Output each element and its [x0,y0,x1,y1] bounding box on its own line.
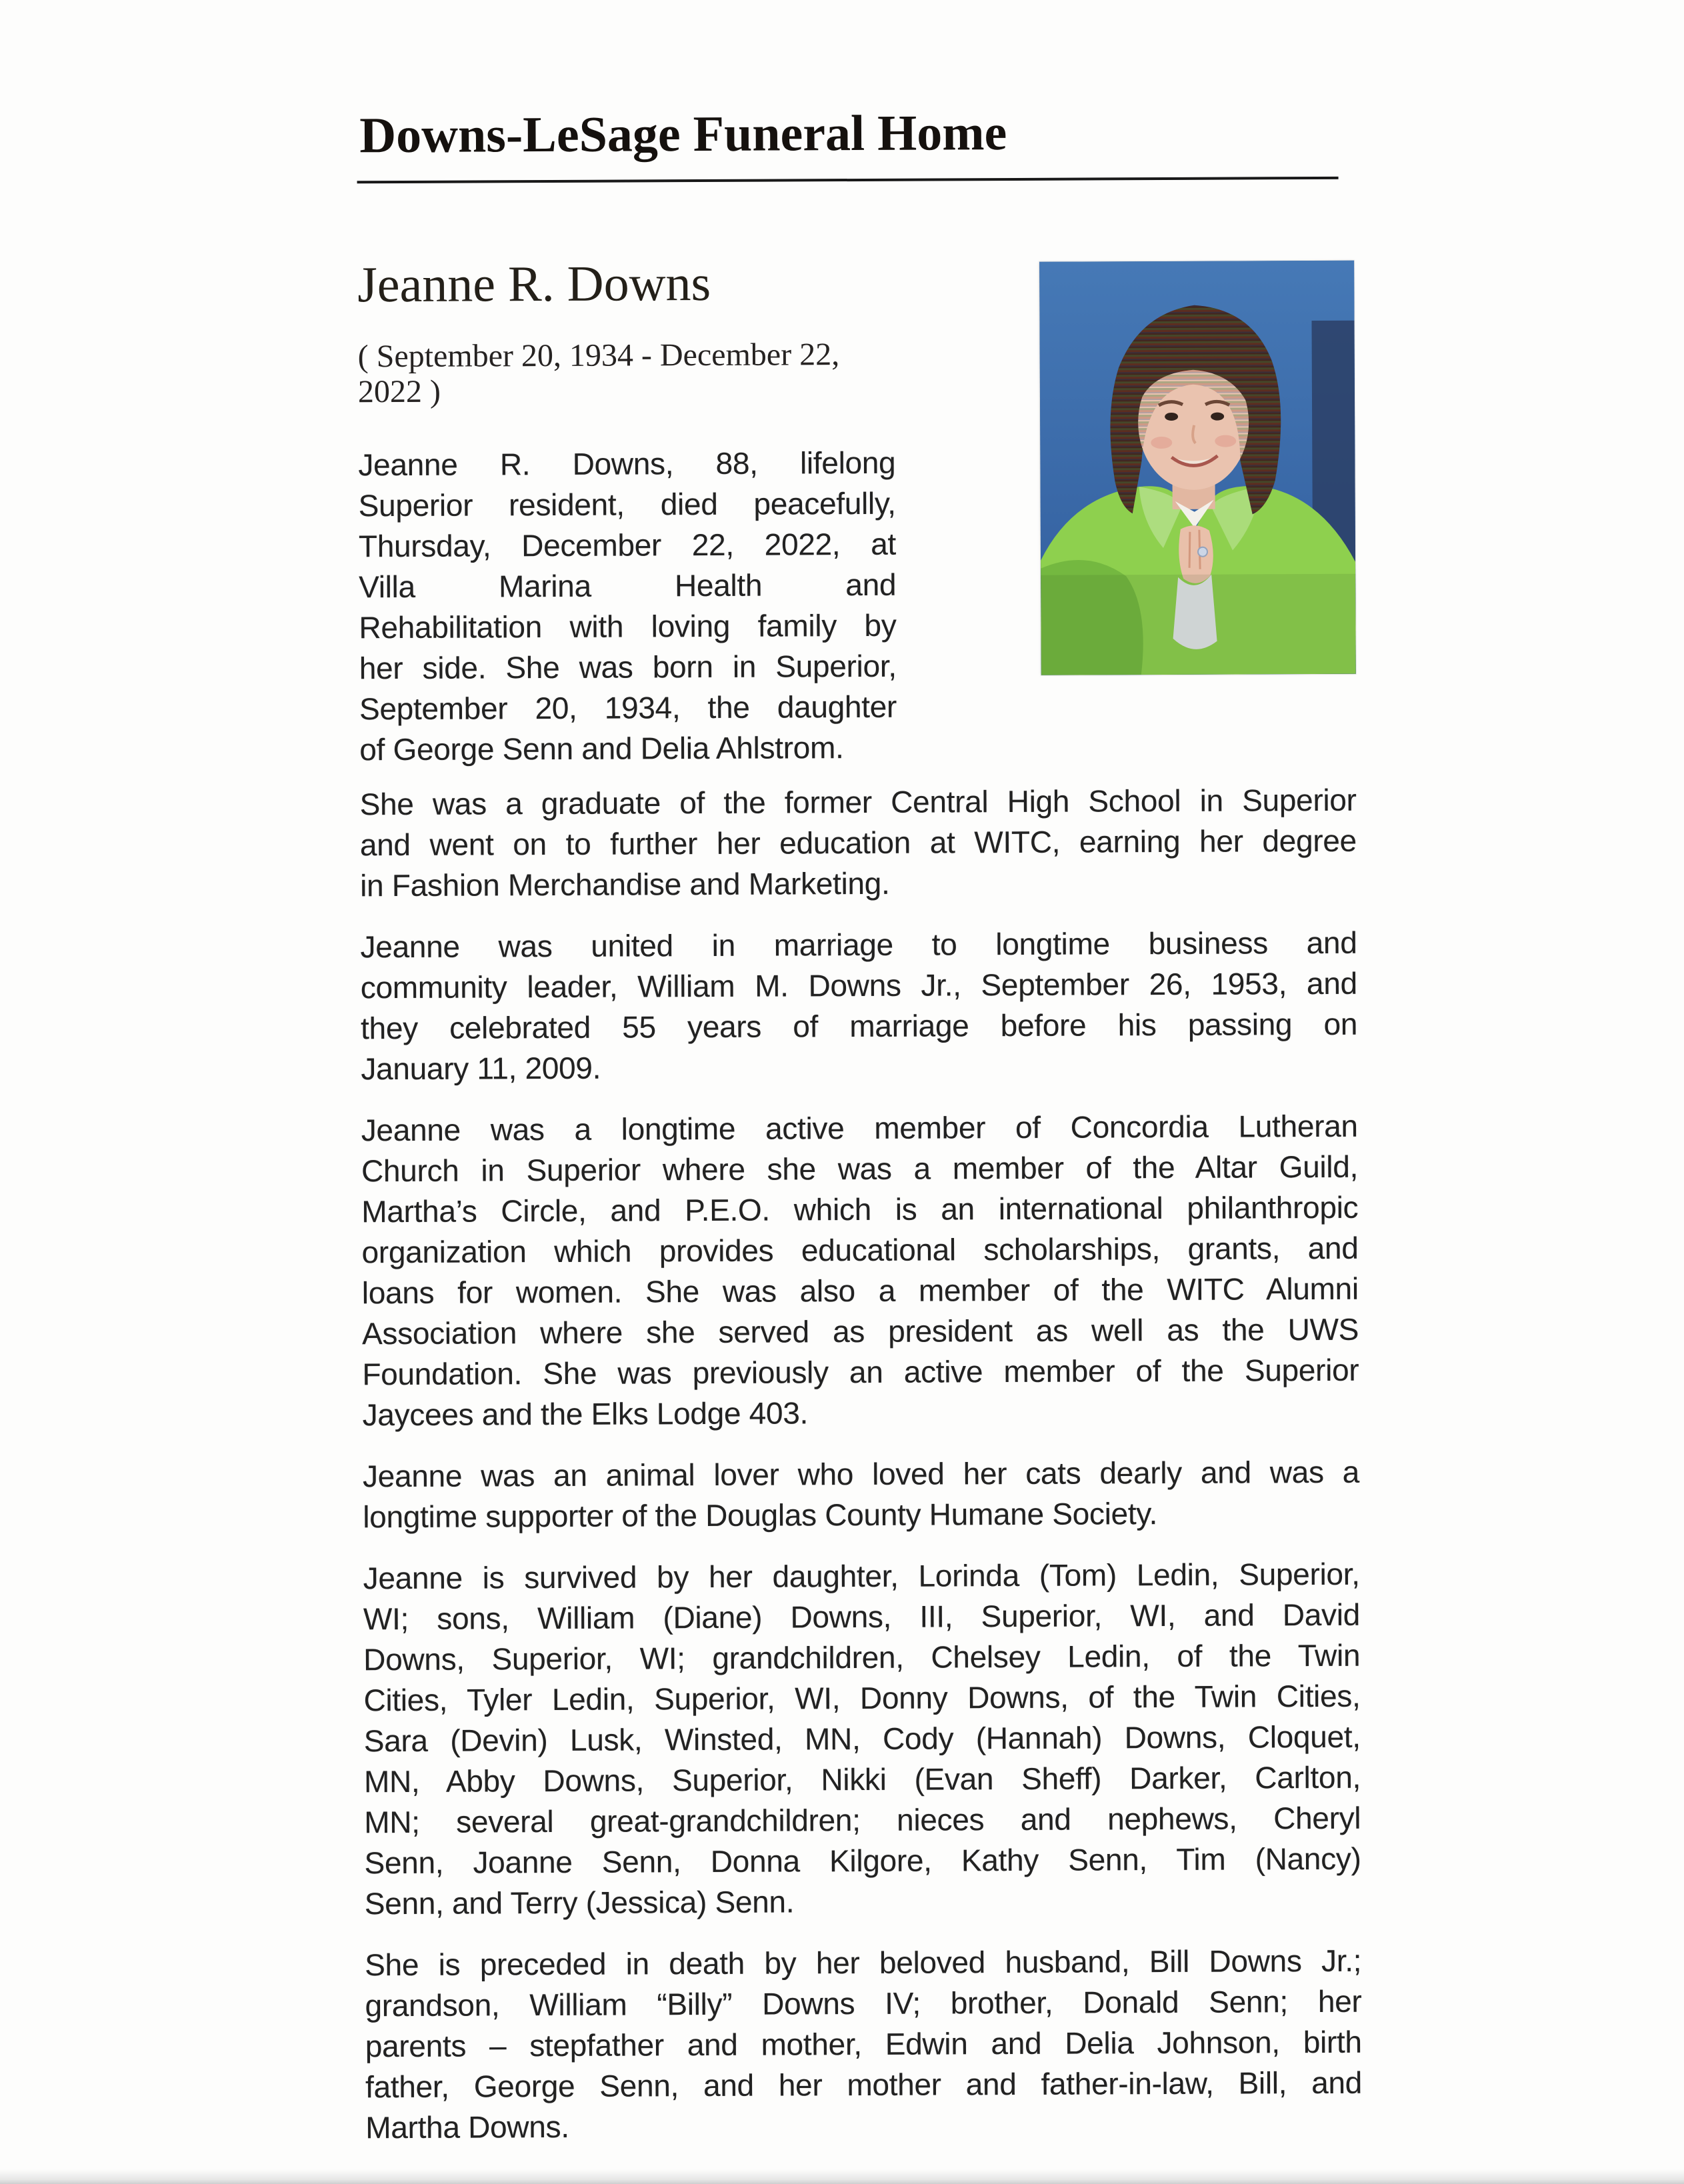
obituary-text-line: Jeanne is survived by her daughter, Lorinda (Tom) Ledin, Superior, [363,1556,1360,1595]
obituary-text-line: MN; several great-grandchildren; nieces and nephews, Cheryl [364,1800,1361,1839]
obituary-text-line: January 11, 2009. [361,1050,601,1086]
obituary-text-line: father, George Senn, and her mother and father-in-law, Bill, and [365,2065,1363,2104]
obituary-text-line: Rehabilitation with loving family by [359,607,897,645]
portrait-photo [1039,261,1356,675]
obituary-paragraph [358,442,897,770]
obituary-text-line: Cities, Tyler Ledin, Superior, WI, Donny Downs, of the Twin Cities, [363,1678,1361,1717]
obituary-text-line: loans for women. She was also a member of the WITC Alumni [361,1271,1359,1310]
obituary-text-line: WI; sons, William (Diane) Downs, III, Superior, WI, and David [363,1597,1361,1636]
obituary-text-line: Thursday, December 22, 2022, at [358,526,897,563]
right-cheek-blush [1215,435,1236,447]
obituary-text-line: She was a graduate of the former Central High School in Superior [359,782,1357,821]
obituary-text-line: Jeanne was a longtime active member of Concordia Lutheran [361,1108,1358,1147]
obituary-text-line: Downs, Superior, WI; grandchildren, Chelsey Ledin, of the Twin [363,1637,1361,1677]
obituary-text-line: her side. She was born in Superior, [359,648,897,685]
obituary-text-line: community leader, William M. Downs Jr., September 26, 1953, and [360,965,1357,1005]
obituary-text-line: they celebrated 55 years of marriage before his passing on [360,1006,1358,1045]
header-rule [357,177,1339,183]
intro-row [357,255,1356,770]
obituary-text-line: Martha’s Circle, and P.E.O. which is an international philanthropic [361,1189,1359,1229]
obituary-paragraph [361,1105,1359,1435]
photo-bottom-shading [1041,574,1356,675]
obituary-text-line: September 20, 1934, the daughter [359,689,897,726]
obituary-paragraph [360,922,1357,1089]
ring [1198,547,1207,557]
obituary-paragraph [365,1940,1362,2148]
deceased-name: Jeanne R. Downs [357,255,711,313]
left-cheek-blush [1151,437,1172,449]
funeral-home-title: Downs-LeSage Funeral Home [359,105,1007,164]
obituary-text-line: Superior resident, died peacefully, [358,485,896,523]
obituary-text-line: and went on to further her education at WITC, earning her degree [359,823,1357,862]
right-eye [1211,413,1224,421]
obituary-text-line: Senn, Joanne Senn, Donna Kilgore, Kathy Senn, Tim (Nancy) [364,1841,1361,1880]
intro-left-column [357,257,897,770]
life-dates: ( September 20, 1934 - December 22, 2022 ) [357,337,840,410]
obituary-paragraph [363,1553,1361,1924]
obituary-text-line: Jeanne was an animal lover who loved her cats dearly and was a [362,1454,1360,1493]
left-eye [1165,413,1178,421]
obituary-text-line: Senn, and Terry (Jessica) Senn. [364,1884,795,1921]
obituary-paragraph [363,1451,1360,1537]
obituary-text-line: Jaycees and the Elks Lodge 403. [362,1395,809,1432]
obituary-text-line: longtime supporter of the Douglas County Humane Society. [363,1495,1158,1534]
obituary-text-line: in Fashion Merchandise and Marketing. [360,865,890,903]
document-content [356,0,1362,2148]
obituary-text-line: organization which provides educational scholarships, grants, and [361,1230,1359,1269]
obituary-text-line: Association where she served as president as well as the UWS [361,1311,1359,1351]
obituary-text-line: grandson, William “Billy” Downs IV; brother, Donald Senn; her [365,1983,1362,2023]
obituary-text-line: Jeanne was united in marriage to longtime business and [360,925,1357,964]
obituary-text-line: She is preceded in death by her beloved husband, Bill Downs Jr.; [365,1943,1362,1982]
obituary-text-line: Martha Downs. [365,2109,569,2145]
obituary-text-line: Jeanne R. Downs, 88, lifelong [358,445,896,482]
portrait-photo-illustration [1039,261,1356,675]
obituary-text-line: Sara (Devin) Lusk, Winsted, MN, Cody (Hannah) Downs, Cloquet, [363,1719,1361,1758]
obituary-text-line: parents – stepfather and mother, Edwin and Delia Johnson, birth [365,2024,1362,2063]
obituary-text-line: Villa Marina Health and [359,567,897,604]
obituary-text-line: MN, Abby Downs, Superior, Nikki (Evan Sheff) Darker, Carlton, [363,1759,1361,1799]
scan-artifact-bottom-edge [0,2169,1684,2184]
obituary-text-line: Foundation. She was previously an active member of the Superior [362,1352,1359,1391]
obituary-text-line: of George Senn and Delia Ahlstrom. [359,729,844,767]
obituary-paragraph [360,779,1357,906]
obituary-text-line: Church in Superior where she was a member of the Altar Guild, [361,1149,1359,1188]
